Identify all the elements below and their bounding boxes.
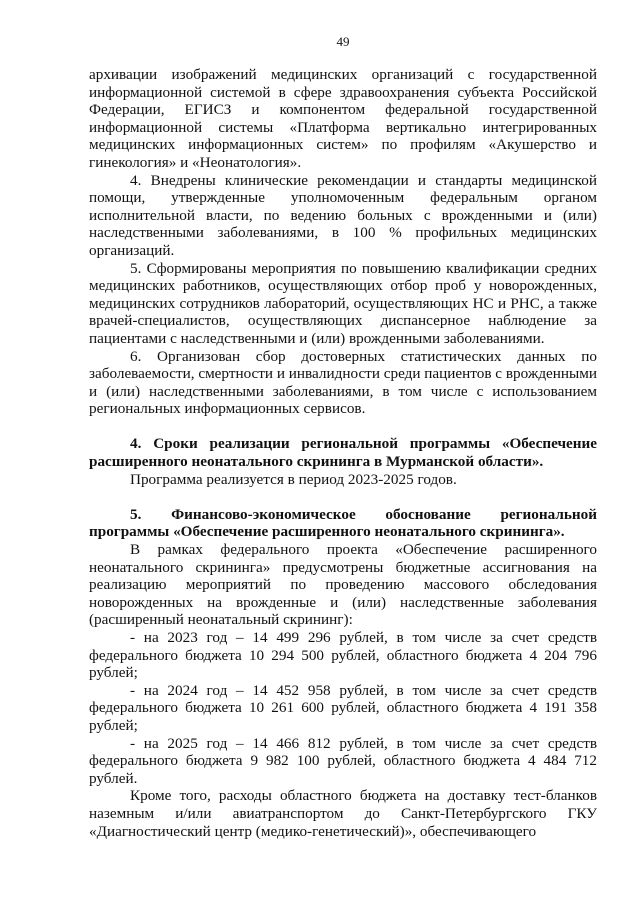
paragraph-funding-intro: В рамках федерального проекта «Обеспечение расширенного неонатального скрининга» предусмотрены бюджетные ассигнования на реализацию мероприятий по проведению массового обследования новорожденных на врожденные и (или) наследственные заболевания (расширенный неонатальный скрининг): <box>89 541 597 629</box>
spacer <box>89 488 597 506</box>
paragraph-item-5: 5. Сформированы мероприятия по повышению квалификации средних медицинских работников, осуществляющих отбор проб у новорожденных, медицинских сотрудников лабораторий, осуществляющих НС и РНС, а также врачей-специалистов, осуществляющих диспансерное наблюдение за пациентами с наследственными и (или) врожденными заболеваниями. <box>89 259 597 347</box>
list-item-2023: - на 2023 год – 14 499 296 рублей, в том числе за счет средств федерального бюджета 10 294 500 рублей, областного бюджета 4 204 796 рублей; <box>89 629 597 682</box>
paragraph-continuation: архивации изображений медицинских организаций с государственной информационной системой в сфере здравоохранения субъекта Российской Федерации, ЕГИСЗ и компонентом федеральной государственной информационной системы «Платформа вертикально интегрированных медицинских информационных систем» по профилям «Акушерство и гинекология» и «Неонатология». <box>89 66 597 171</box>
paragraph-period: Программа реализуется в период 2023-2025 годов. <box>130 470 457 488</box>
list-item-2024: - на 2024 год – 14 452 958 рублей, в том числе за счет средств федерального бюджета 10 261 600 рублей, областного бюджета 4 191 358 рублей; <box>89 681 597 734</box>
list-item-2025: - на 2025 год – 14 466 812 рублей, в том числе за счет средств федерального бюджета 9 982 100 рублей, областного бюджета 4 484 712 рублей. <box>89 734 597 787</box>
document-page <box>89 34 597 840</box>
paragraph-item-6: 6. Организован сбор достоверных статистических данных по заболеваемости, смертности и инвалидности среди пациентов с врожденными и (или) наследственными заболеваниями, в том числе с использованием региональных информационных сервисов. <box>89 347 597 418</box>
paragraph-additional-costs: Кроме того, расходы областного бюджета на доставку тест-бланков наземным и/или авиатранспортом до Санкт-Петербургского ГКУ «Диагностический центр (медико-генетический)», обеспечивающего <box>89 787 597 840</box>
spacer <box>89 418 597 436</box>
paragraph-item-4: 4. Внедрены клинические рекомендации и стандарты медицинской помощи, утвержденные уполномоченным федеральным органом исполнительной власти, по ведению больных с врожденными и (или) наследственными заболеваниями, в 100 % профильных медицинских организаций. <box>89 171 597 259</box>
page-number: 49 <box>336 34 350 49</box>
section-heading-5: 5. Финансово-экономическое обоснование региональной программы «Обеспечение расширенного неонатального скрининга». <box>89 505 597 541</box>
section-heading-4: 4. Сроки реализации региональной программы «Обеспечение расширенного неонатального скрининга в Мурманской области». <box>89 435 597 471</box>
